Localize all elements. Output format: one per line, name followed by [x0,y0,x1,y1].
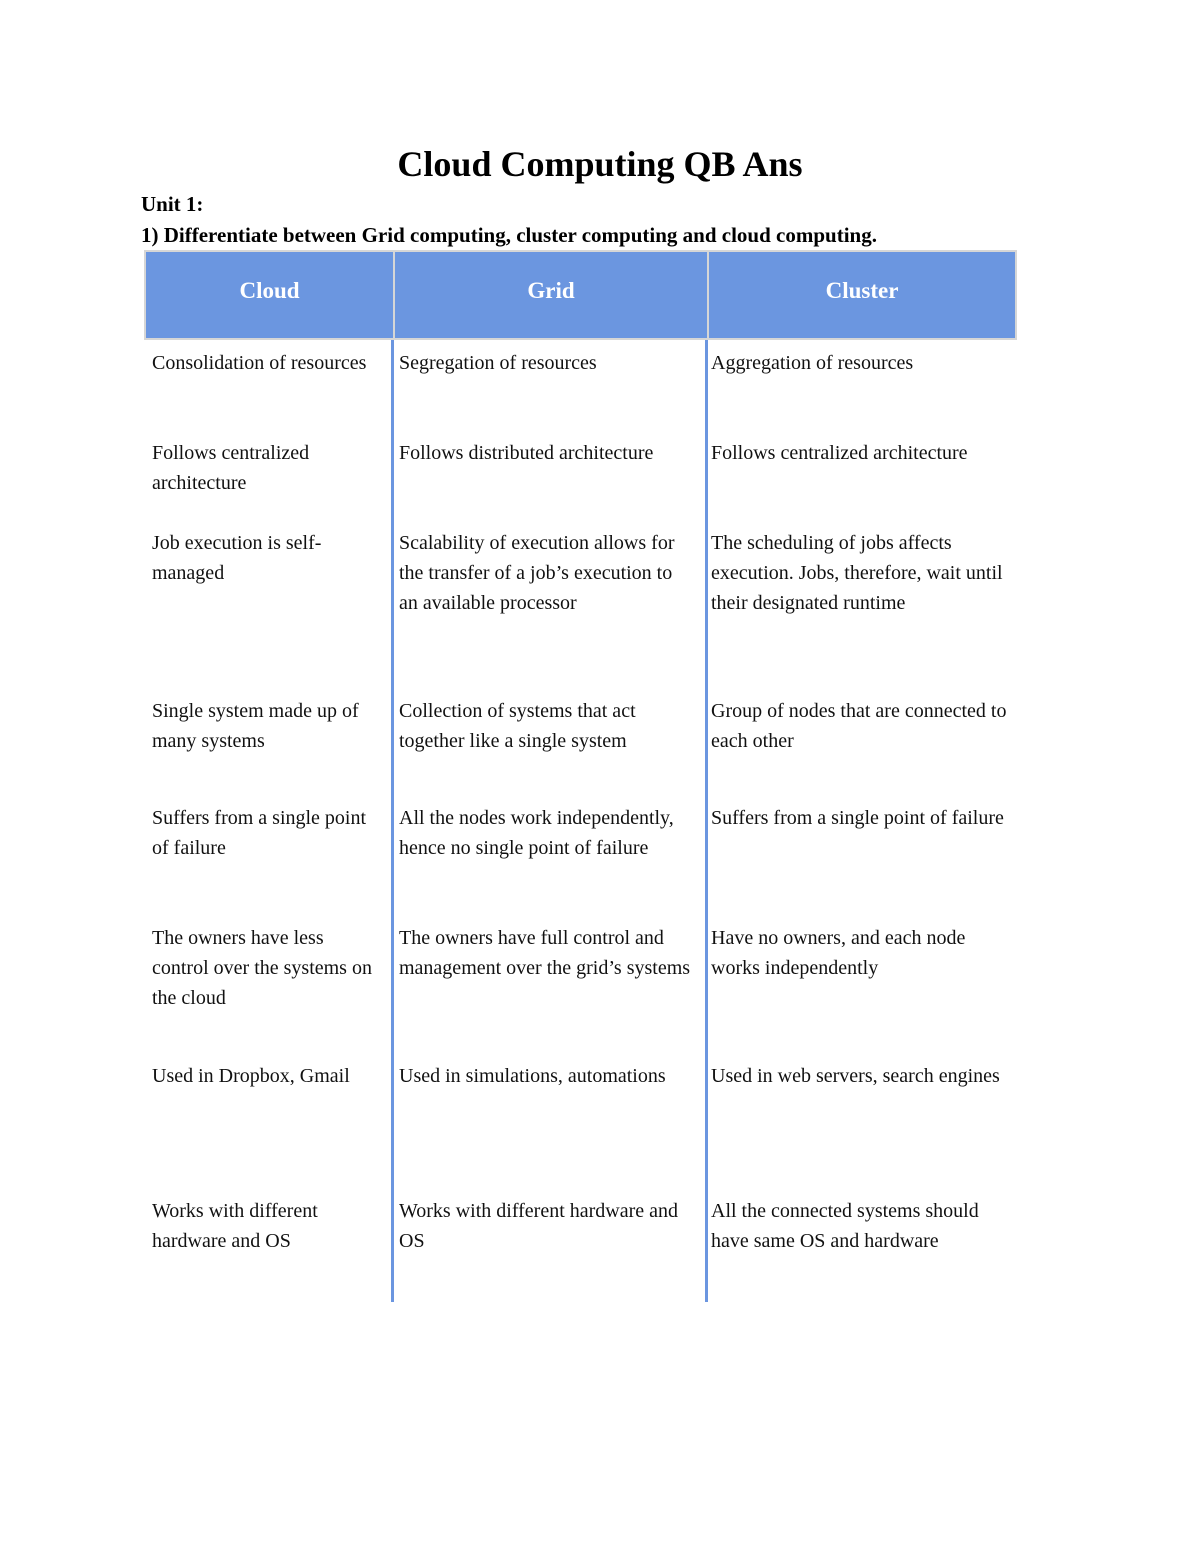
header-cluster: Cluster [707,252,1015,338]
cell-cloud: Used in Dropbox, Gmail [152,1065,350,1087]
cell-cluster: Have no owners, and each node works independently [711,927,966,979]
table-row [144,688,1017,795]
column-divider [391,340,394,1302]
question-heading: 1) Differentiate between Grid computing, cluster computing and cloud computing. [141,223,877,247]
table-row [144,1188,1017,1302]
cell-cloud: Consolidation of resources [152,352,367,374]
cell-grid: Scalability of execution allows for the transfer of a job’s execution to an available processor [399,532,675,614]
table-row [144,1053,1017,1188]
unit-label: Unit 1: [141,192,204,216]
cell-grid: Used in simulations, automations [399,1065,666,1087]
table-row [144,340,1017,430]
cell-grid: Follows distributed architecture [399,442,654,464]
table-row [144,430,1017,520]
table-row [144,520,1017,688]
cell-grid: Segregation of resources [399,352,597,374]
cell-grid: Collection of systems that act together like a single system [399,700,636,752]
cell-cluster: All the connected systems should have same OS and hardware [711,1200,979,1252]
cell-cluster: Group of nodes that are connected to each other [711,700,1007,752]
cell-cloud: Job execution is self-managed [152,532,322,584]
table-row [144,915,1017,1053]
cell-cloud: Suffers from a single point of failure [152,807,367,859]
table-body [144,340,1017,1302]
cell-cloud: The owners have less control over the systems on the cloud [152,927,372,1009]
cell-cluster: Follows centralized architecture [711,442,968,464]
header-cloud: Cloud [239,278,300,303]
cell-cloud: Follows centralized architecture [152,442,310,494]
cell-grid: Works with different hardware and OS [399,1200,679,1252]
cell-cluster: The scheduling of jobs affects execution. Jobs, therefore, wait until their designated runtime [711,532,1003,614]
header-grid: Grid [393,252,707,338]
comparison-table [144,250,1017,1302]
cell-cloud: Single system made up of many systems [152,700,359,752]
cell-grid: The owners have full control and management over the grid’s systems [399,927,691,979]
table-row [144,795,1017,915]
cell-grid: All the nodes work independently, hence no single point of failure [399,807,674,859]
table-header-row [144,250,1017,340]
cell-cluster: Used in web servers, search engines [711,1065,1000,1087]
cell-cluster: Suffers from a single point of failure [711,807,1004,829]
page-title: Cloud Computing QB Ans [397,144,803,184]
cell-cluster: Aggregation of resources [711,352,914,374]
column-divider [705,340,708,1302]
cell-cloud: Works with different hardware and OS [152,1200,318,1252]
